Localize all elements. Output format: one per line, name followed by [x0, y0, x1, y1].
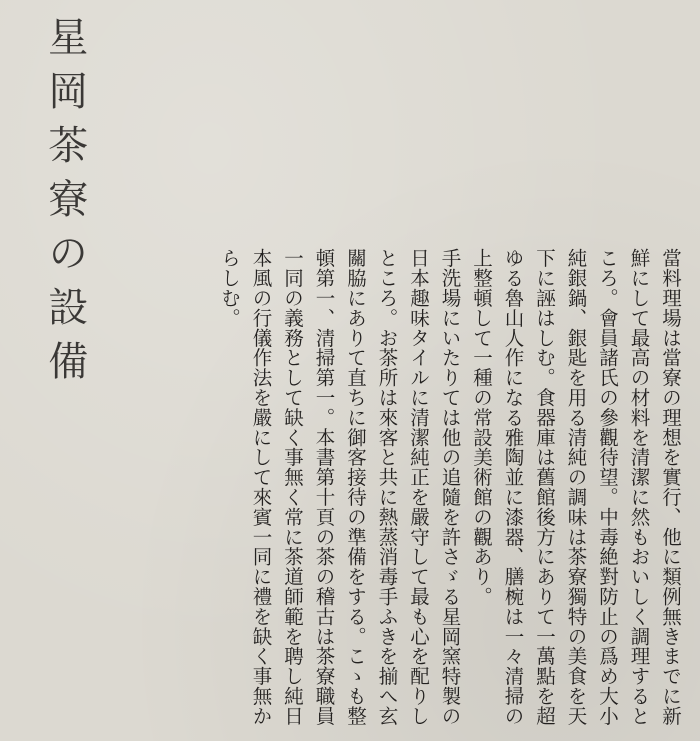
- paragraph-washroom: 手洗場にいたりては他の追隨を許さゞる星岡窯特製の日本趣味タイルに清潔純正を嚴守して最も心を配りしところ。お茶所は來客と共に熱蒸消毒手ふきを揃へ玄關脇にありて直ちに御客接待の準備をする。こゝも整頓第一、清掃第一。本書第十頁の茶の稽古は茶寮職員一同の義務として缺く事無く常に茶道師範を聘し純日本風の行儀作法を嚴にして來賓一同に禮を缺く事無からしむ。: [218, 248, 462, 726]
- page-title: 星岡茶寮の設備: [41, 16, 88, 394]
- body-text: [214, 248, 687, 733]
- paragraph-kitchen: 當料理場は當寮の理想を實行、他に類例無きまでに新鮮にして最高の材料を清潔に然もおいしく調理するところ。會員諸氏の參觀待望。中毒絶對防止の爲め大小純銀鍋、銀匙を用る清純の調味は茶寮獨特の美食を天下に誣はしむ。食器庫は舊館後方にありて一萬點を超ゆる魯山人作になる雅陶並に漆器、膳椀は一々清掃の上整頓して一種の常設美術館の觀あり。: [470, 248, 682, 726]
